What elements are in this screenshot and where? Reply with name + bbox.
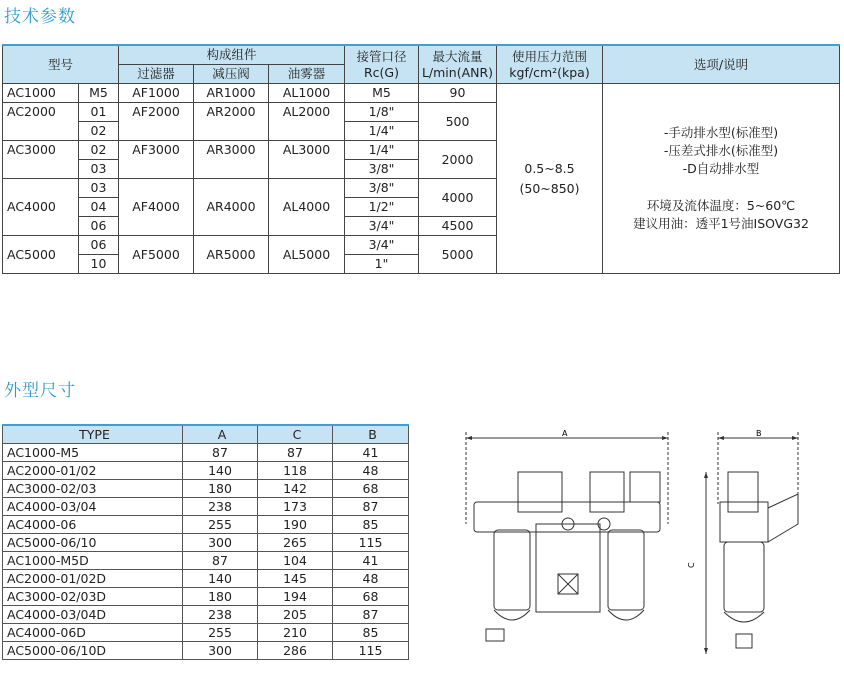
header-filter: 过滤器 [119, 65, 194, 84]
table-row [3, 462, 409, 480]
lubricator-cell: AL1000 [269, 84, 345, 103]
dim-a-arrow-right [662, 436, 668, 440]
port-cell: 1/4" [345, 122, 419, 141]
filter-cell: AF5000 [119, 236, 194, 274]
code-cell: 02 [79, 141, 119, 160]
code-cell: 01 [79, 103, 119, 122]
b-cell: 85 [333, 516, 409, 534]
b-cell: 85 [333, 624, 409, 642]
c-cell: 104 [258, 552, 333, 570]
flow-cell: 2000 [419, 141, 497, 179]
model-cell: AC5000 [3, 236, 79, 274]
header-type: TYPE [3, 425, 183, 444]
header-flow: 最大流量 L/min(ANR) [419, 45, 497, 84]
lubricator-cell: AL5000 [269, 236, 345, 274]
code-cell: 03 [79, 160, 119, 179]
b-cell: 87 [333, 606, 409, 624]
code-cell: 04 [79, 198, 119, 217]
spec-section-title: 技术参数 [4, 7, 76, 27]
dims-table [2, 424, 409, 660]
a-cell: 87 [183, 552, 258, 570]
header-pressure: 使用压力范围 kgf/cm²(kpa) [497, 45, 603, 84]
type-cell: AC3000-02/03D [3, 588, 183, 606]
a-cell: 300 [183, 642, 258, 660]
port-cell: 3/4" [345, 217, 419, 236]
lubricator-cell: AL2000 [269, 103, 345, 141]
c-cell: 210 [258, 624, 333, 642]
c-cell: 190 [258, 516, 333, 534]
b-cell: 115 [333, 534, 409, 552]
port-cell: 1/8" [345, 103, 419, 122]
type-cell: AC5000-06/10 [3, 534, 183, 552]
a-cell: 300 [183, 534, 258, 552]
code-cell: 10 [79, 255, 119, 274]
flow-cell: 4000 [419, 179, 497, 217]
b-cell: 68 [333, 480, 409, 498]
table-row [3, 624, 409, 642]
dim-b-arrow-left [718, 436, 724, 440]
port-cell: 1/4" [345, 141, 419, 160]
type-cell: AC5000-06/10D [3, 642, 183, 660]
type-cell: AC2000-01/02 [3, 462, 183, 480]
c-cell: 173 [258, 498, 333, 516]
a-cell: 238 [183, 498, 258, 516]
table-row [3, 516, 409, 534]
frl-unit-front [474, 472, 660, 641]
model-cell: AC4000 [3, 179, 79, 236]
dim-c-label: C [687, 562, 696, 568]
c-cell: 145 [258, 570, 333, 588]
flow-cell: 90 [419, 84, 497, 103]
type-cell: AC4000-03/04 [3, 498, 183, 516]
type-cell: AC1000-M5 [3, 444, 183, 462]
model-cell: AC1000 [3, 84, 79, 103]
port-cell: 1/2" [345, 198, 419, 217]
port-cell: 3/4" [345, 236, 419, 255]
pressure-cell: 0.5~8.5 (50~850) [497, 84, 603, 274]
b-cell: 48 [333, 462, 409, 480]
code-cell: 06 [79, 236, 119, 255]
dim-c-arrow-top [704, 472, 708, 478]
type-cell: AC2000-01/02D [3, 570, 183, 588]
table-row [3, 588, 409, 606]
table-row [3, 642, 409, 660]
filter-cell: AF4000 [119, 179, 194, 236]
flow-cell: 500 [419, 103, 497, 141]
c-cell: 265 [258, 534, 333, 552]
a-cell: 140 [183, 462, 258, 480]
spec-table [2, 44, 840, 274]
filter-cell: AF3000 [119, 141, 194, 179]
type-cell: AC4000-03/04D [3, 606, 183, 624]
header-c: C [258, 425, 333, 444]
a-cell: 140 [183, 570, 258, 588]
dims-section-title: 外型尺寸 [4, 381, 76, 401]
code-cell: 02 [79, 122, 119, 141]
header-regulator: 减压阀 [194, 65, 269, 84]
code-cell: 06 [79, 217, 119, 236]
b-cell: 41 [333, 444, 409, 462]
table-row [3, 84, 840, 103]
dimension-drawing [458, 424, 838, 679]
model-cell: AC2000 [3, 103, 79, 141]
table-row [3, 498, 409, 516]
table-row [3, 444, 409, 462]
b-cell: 68 [333, 588, 409, 606]
regulator-cell: AR5000 [194, 236, 269, 274]
table-row [3, 606, 409, 624]
dim-b-arrow-right [792, 436, 798, 440]
c-cell: 87 [258, 444, 333, 462]
dim-a-label: A [562, 429, 568, 438]
lubricator-cell: AL3000 [269, 141, 345, 179]
code-cell: M5 [79, 84, 119, 103]
b-cell: 41 [333, 552, 409, 570]
type-cell: AC4000-06 [3, 516, 183, 534]
options-notes: -手动排水型(标准型) -压差式排水(标准型) -D自动排水型 环境及流体温度：5~60℃ 建议用油：透平1号油ISOVG32 [603, 84, 840, 274]
port-cell: 3/8" [345, 179, 419, 198]
port-cell: 1" [345, 255, 419, 274]
b-cell: 48 [333, 570, 409, 588]
table-row [3, 570, 409, 588]
header-lubricator: 油雾器 [269, 65, 345, 84]
c-cell: 286 [258, 642, 333, 660]
header-model: 型号 [3, 45, 119, 84]
table-row [3, 480, 409, 498]
a-cell: 238 [183, 606, 258, 624]
dim-a-arrow-left [466, 436, 472, 440]
lubricator-cell: AL4000 [269, 179, 345, 236]
header-a: A [183, 425, 258, 444]
flow-cell: 5000 [419, 236, 497, 274]
c-cell: 194 [258, 588, 333, 606]
header-components: 构成组件 [119, 45, 345, 65]
a-cell: 255 [183, 624, 258, 642]
header-port: 接管口径 Rc(G) [345, 45, 419, 84]
header-options: 选项/说明 [603, 45, 840, 84]
a-cell: 255 [183, 516, 258, 534]
a-cell: 180 [183, 480, 258, 498]
regulator-cell: AR1000 [194, 84, 269, 103]
table-row [3, 534, 409, 552]
dim-c-arrow-bottom [704, 648, 708, 654]
filter-cell: AF2000 [119, 103, 194, 141]
a-cell: 87 [183, 444, 258, 462]
type-cell: AC1000-M5D [3, 552, 183, 570]
c-cell: 205 [258, 606, 333, 624]
b-cell: 87 [333, 498, 409, 516]
c-cell: 118 [258, 462, 333, 480]
flow-cell: 4500 [419, 217, 497, 236]
table-row [3, 552, 409, 570]
header-b: B [333, 425, 409, 444]
c-cell: 142 [258, 480, 333, 498]
code-cell: 03 [79, 179, 119, 198]
regulator-cell: AR3000 [194, 141, 269, 179]
filter-cell: AF1000 [119, 84, 194, 103]
type-cell: AC3000-02/03 [3, 480, 183, 498]
regulator-cell: AR4000 [194, 179, 269, 236]
model-cell: AC3000 [3, 141, 79, 179]
port-cell: 3/8" [345, 160, 419, 179]
frl-unit-side [720, 472, 798, 648]
port-cell: M5 [345, 84, 419, 103]
regulator-cell: AR2000 [194, 103, 269, 141]
a-cell: 180 [183, 588, 258, 606]
dim-b-label: B [756, 429, 762, 438]
b-cell: 115 [333, 642, 409, 660]
type-cell: AC4000-06D [3, 624, 183, 642]
